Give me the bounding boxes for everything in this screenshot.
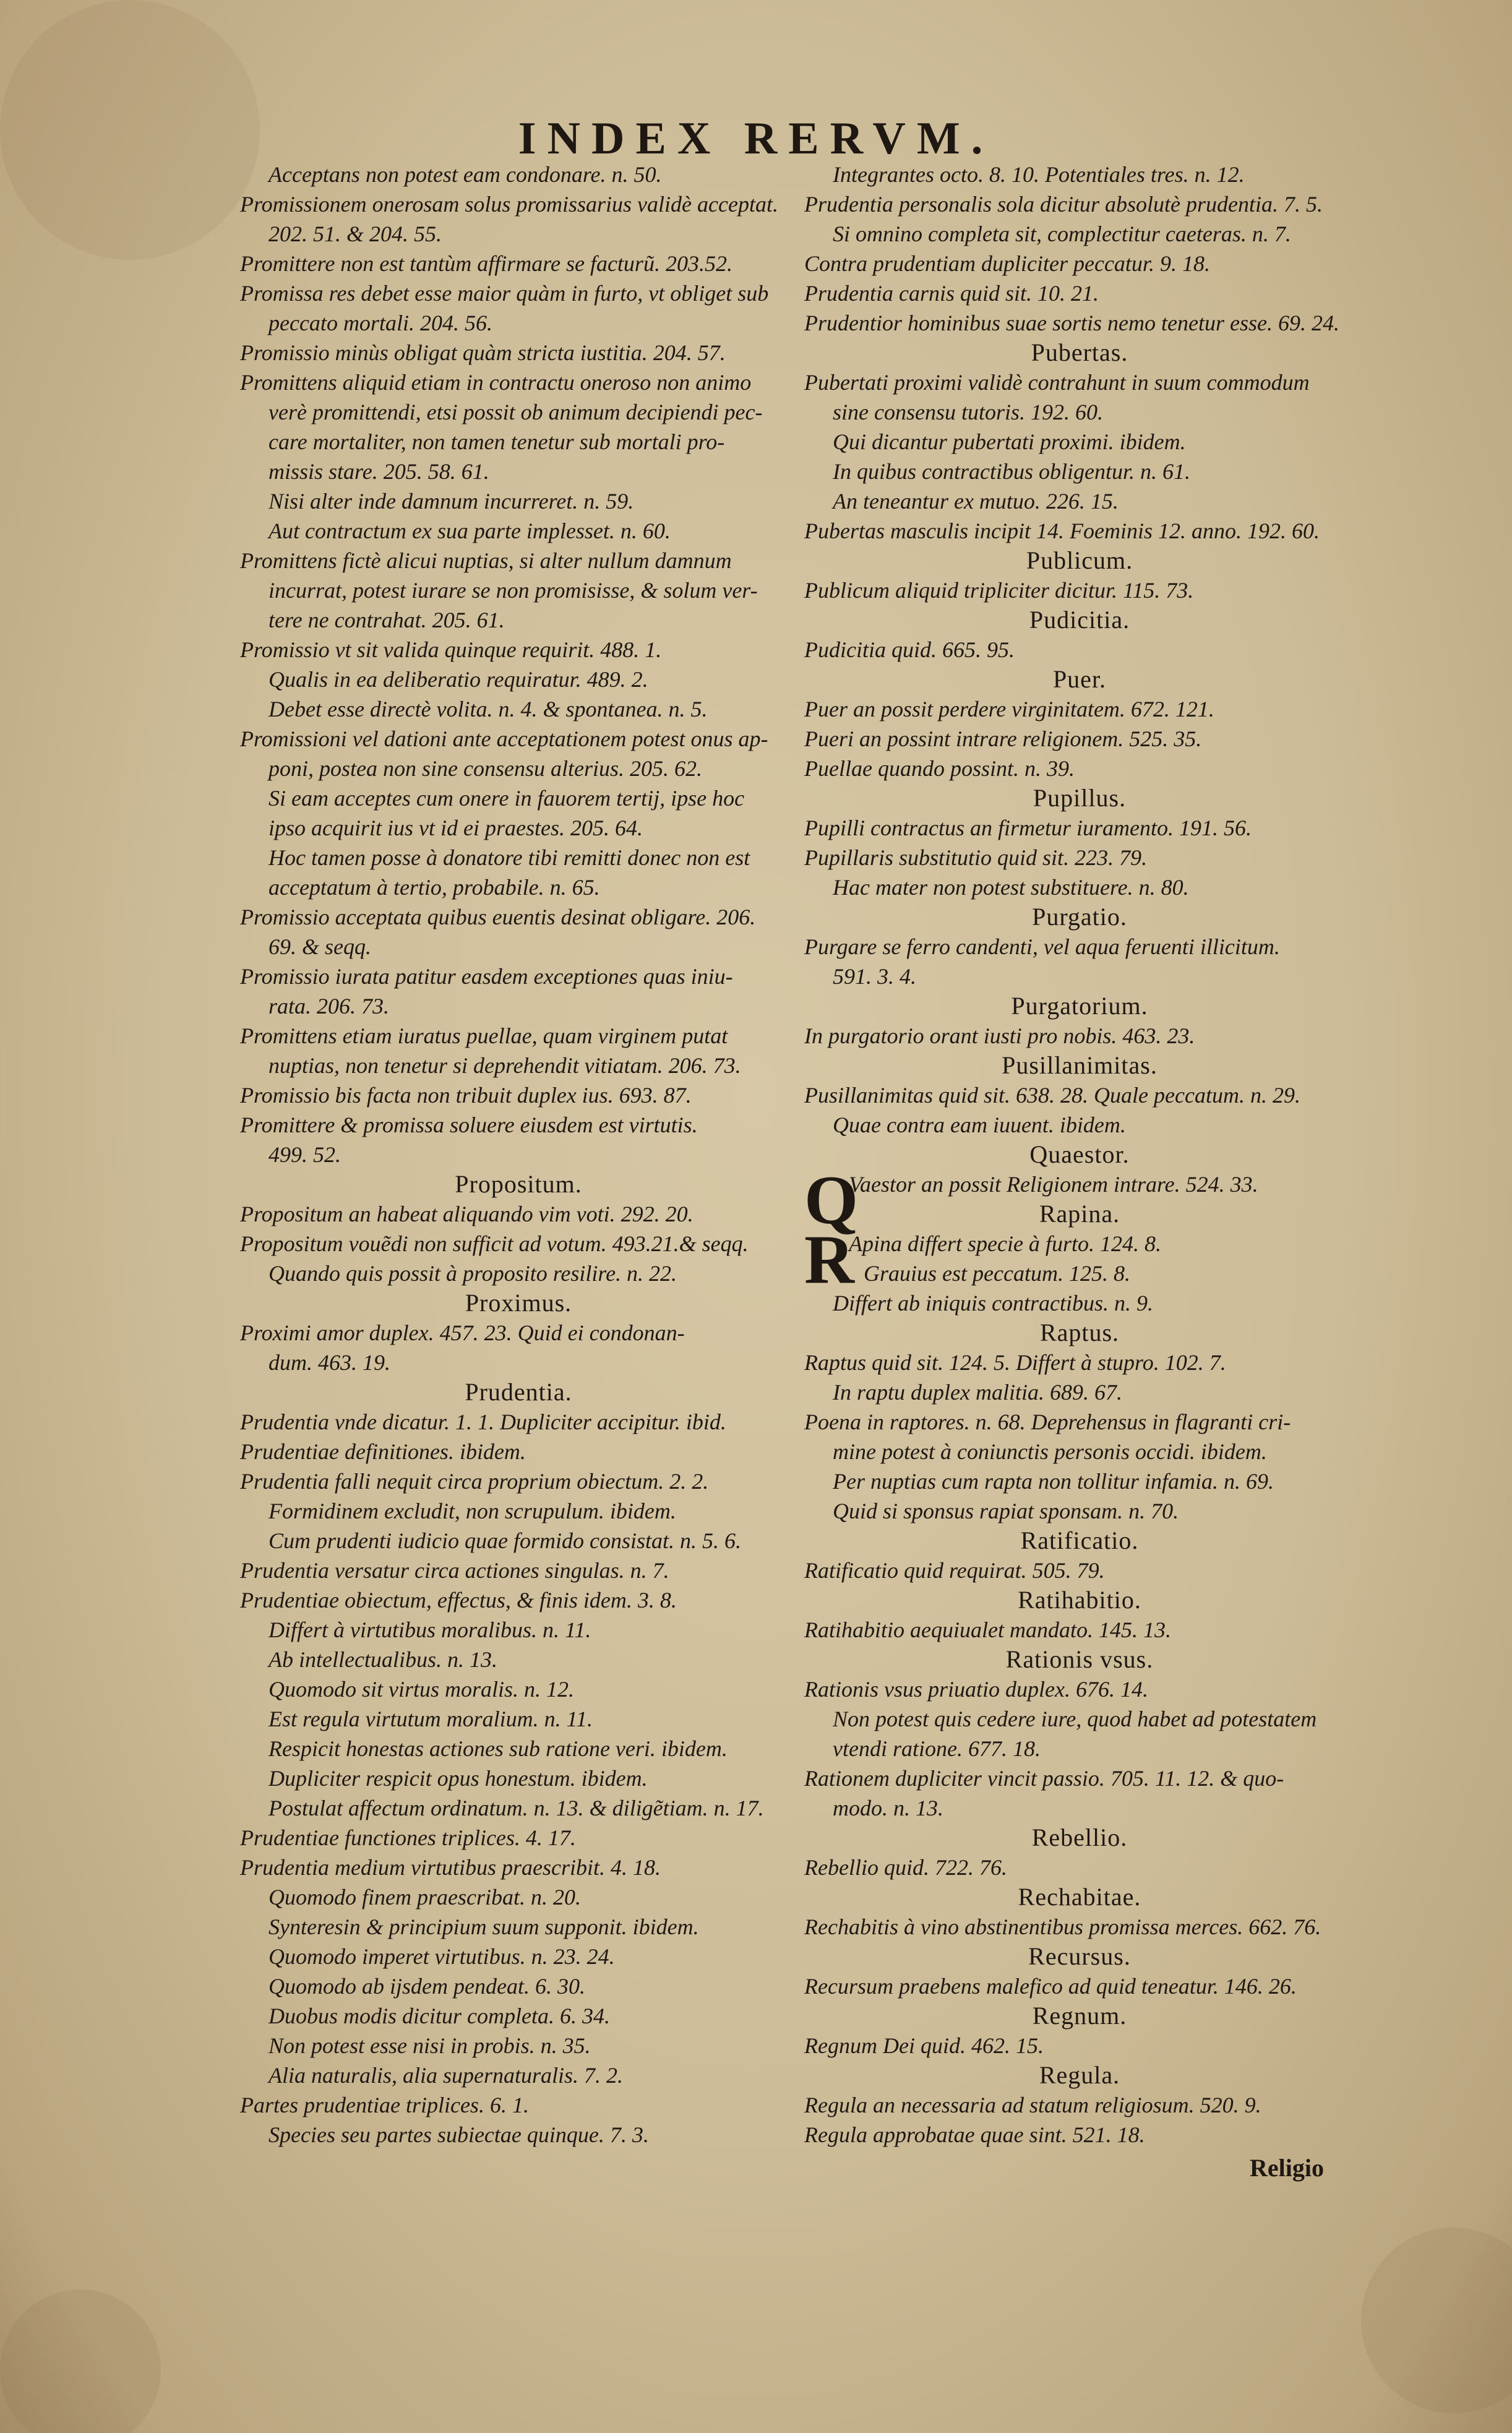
index-subentry: Non potest esse nisi in probis. n. 35.	[268, 2033, 591, 2058]
index-subentry: Debet esse directè volita. n. 4. & spontanea. n. 5.	[268, 697, 708, 721]
drop-cap: R	[804, 1221, 854, 1298]
index-entry: Pupilli contractus an firmetur iuramento. 191. 56.	[804, 816, 1252, 840]
index-subentry: Ab intellectualibus. n. 13.	[268, 1647, 497, 1672]
index-heading: Pudicitia.	[1029, 606, 1130, 634]
index-entry: Pudicitia quid. 665. 95.	[804, 637, 1015, 662]
index-entry: Recursum praebens malefico ad quid teneatur. 146. 26.	[804, 1974, 1297, 1999]
index-subentry: Postulat affectum ordinatum. n. 13. & diligẽtiam. n. 17.	[268, 1796, 764, 1820]
index-entry: Promittens aliquid etiam in contractu oneroso non animo	[240, 370, 752, 395]
index-heading: Pusillanimitas.	[1002, 1051, 1158, 1079]
index-subentry: sine consensu tutoris. 192. 60.	[833, 400, 1103, 424]
index-subentry: Acceptans non potest eam condonare. n. 50.	[268, 162, 662, 187]
index-heading: Pubertas.	[1031, 338, 1128, 366]
index-subentry: rata. 206. 73.	[268, 994, 390, 1018]
index-entry: Prudentiae functiones triplices. 4. 17.	[240, 1825, 576, 1850]
index-subentry: Qualis in ea deliberatio requiratur. 489. 2.	[268, 667, 648, 692]
index-entry: Promissio vt sit valida quinque requirit. 488. 1.	[240, 637, 662, 662]
index-entry: Promittere & promissa soluere eiusdem est virtutis.	[240, 1113, 698, 1137]
index-heading: Publicum.	[1026, 546, 1133, 574]
index-subentry: Respicit honestas actiones sub ratione veri. ibidem.	[268, 1736, 728, 1761]
index-subentry: 69. & seqq.	[268, 934, 371, 959]
index-subentry: ipso acquirit ius vt id ei praestes. 205. 64.	[268, 816, 643, 840]
index-entry: Prudentior hominibus suae sortis nemo tenetur esse. 69. 24.	[804, 311, 1339, 335]
index-subentry: Dupliciter respicit opus honestum. ibidem.	[268, 1766, 648, 1791]
index-entry: Propositum an habeat aliquando vim voti. 292. 20.	[240, 1202, 694, 1226]
index-subentry: In quibus contractibus obligentur. n. 61.	[833, 459, 1190, 484]
index-subentry: Grauius est peccatum. 125. 8.	[864, 1261, 1130, 1286]
index-entry: Contra prudentiam dupliciter peccatur. 9. 18.	[804, 251, 1210, 276]
index-entry: Raptus quid sit. 124. 5. Differt à stupro. 102. 7.	[804, 1350, 1226, 1375]
index-subentry: Quomodo ab ijsdem pendeat. 6. 30.	[268, 1974, 585, 1999]
index-subentry: Per nuptias cum rapta non tollitur infamia. n. 69.	[833, 1469, 1274, 1494]
index-entry: Poena in raptores. n. 68. Deprehensus in flagranti cri-	[804, 1410, 1291, 1434]
index-heading: Regula.	[1039, 2061, 1120, 2089]
index-heading: Pupillus.	[1033, 784, 1127, 812]
index-entry: Rationis vsus priuatio duplex. 676. 14.	[804, 1677, 1148, 1702]
index-entry: Propositum vouẽdi non sufficit ad votum. 493.21.& seqq.	[240, 1231, 749, 1256]
index-heading: Purgatio.	[1032, 903, 1127, 931]
index-subentry: Nisi alter inde damnum incurreret. n. 59.	[268, 489, 634, 514]
index-subentry: Cum prudenti iudicio quae formido consistat. n. 5. 6.	[268, 1528, 741, 1553]
index-entry: Partes prudentiae triplices. 6. 1.	[240, 2093, 529, 2117]
index-heading: Rapina.	[1039, 1200, 1120, 1228]
index-entry: Rationem dupliciter vincit passio. 705. 11. 12. & quo-	[804, 1766, 1284, 1791]
index-subentry: nuptias, non tenetur si deprehendit vitiatam. 206. 73.	[268, 1053, 741, 1078]
index-subentry: Integrantes octo. 8. 10. Potentiales tres. n. 12.	[833, 162, 1245, 187]
index-subentry: Synteresin & principium suum supponit. ibidem.	[268, 1914, 699, 1939]
index-subentry: Qui dicantur pubertati proximi. ibidem.	[833, 429, 1186, 454]
index-subentry: In raptu duplex malitia. 689. 67.	[833, 1380, 1122, 1405]
index-entry-text: Apina differt specie à furto. 124. 8.	[849, 1231, 1161, 1256]
index-subentry: Duobus modis dicitur completa. 6. 34.	[268, 2004, 610, 2028]
index-entry: Promissio minùs obligat quàm stricta iustitia. 204. 57.	[240, 340, 726, 365]
index-subentry: Quomodo imperet virtutibus. n. 23. 24.	[268, 1944, 615, 1969]
index-entry: Prudentia versatur circa actiones singulas. n. 7.	[240, 1558, 669, 1583]
index-entry: Ratificatio quid requirat. 505. 79.	[804, 1558, 1105, 1583]
index-heading: Prudentia.	[465, 1378, 572, 1406]
index-subentry: Quae contra eam iuuent. ibidem.	[833, 1113, 1126, 1137]
index-subentry: Est regula virtutum moralium. n. 11.	[268, 1707, 593, 1731]
index-entry: Pupillaris substitutio quid sit. 223. 79.	[804, 845, 1148, 870]
index-entry: Promittere non est tantùm affirmare se facturũ. 203.52.	[240, 251, 732, 276]
index-entry: Puellae quando possint. n. 39.	[804, 756, 1075, 781]
index-entry: Pueri an possint intrare religionem. 525. 35.	[804, 726, 1202, 751]
index-subentry: Si eam acceptes cum onere in fauorem tertij, ipse hoc	[268, 786, 745, 811]
index-entry: Promissio acceptata quibus euentis desinat obligare. 206.	[240, 905, 756, 929]
index-entry: Publicum aliquid tripliciter dicitur. 115. 73.	[804, 578, 1194, 603]
index-entry: Prudentia personalis sola dicitur absolutè prudentia. 7. 5.	[804, 192, 1323, 217]
index-subentry: Differt à virtutibus moralibus. n. 11.	[268, 1617, 591, 1642]
index-entry: Promissa res debet esse maior quàm in furto, vt obliget sub	[240, 281, 769, 306]
index-heading: Recursus.	[1028, 1942, 1131, 1970]
index-subentry: incurrat, potest iurare se non promisisse, & solum ver-	[268, 578, 758, 603]
index-entry: Promissio bis facta non tribuit duplex ius. 693. 87.	[240, 1083, 692, 1108]
index-entry: Prudentia falli nequit circa proprium obiectum. 2. 2.	[240, 1469, 709, 1494]
index-subentry: Quomodo finem praescribat. n. 20.	[268, 1885, 581, 1910]
index-entry: Rebellio quid. 722. 76.	[804, 1855, 1007, 1880]
index-subentry: dum. 463. 19.	[268, 1350, 390, 1375]
index-entry: Purgare se ferro candenti, vel aqua feruenti illicitum.	[804, 934, 1280, 959]
index-subentry: tere ne contrahat. 205. 61.	[268, 608, 505, 632]
index-entry: Promissio iurata patitur easdem exceptiones quas iniu-	[240, 964, 733, 989]
index-heading: Rebellio.	[1031, 1824, 1128, 1851]
index-subentry: verè promittendi, etsi possit ob animum decipiendi pec-	[268, 400, 763, 424]
index-heading: Rationis vsus.	[1005, 1645, 1154, 1673]
index-subentry: vtendi ratione. 677. 18.	[833, 1736, 1041, 1761]
index-entry: Prudentiae obiectum, effectus, & finis idem. 3. 8.	[240, 1588, 677, 1613]
index-subentry: Non potest quis cedere iure, quod habet ad potestatem	[833, 1707, 1317, 1731]
index-heading: Proximus.	[465, 1289, 572, 1317]
index-subentry: care mortaliter, non tamen tenetur sub mortali pro-	[268, 429, 725, 454]
index-subentry: poni, postea non sine consensu alterius. 205. 62.	[268, 756, 702, 781]
page-stain	[1361, 2228, 1512, 2413]
index-entry: Prudentia carnis quid sit. 10. 21.	[804, 281, 1099, 306]
index-entry: Promittens etiam iuratus puellae, quam virginem putat	[240, 1023, 728, 1048]
page-header: INDEX RERVM.	[518, 113, 994, 164]
index-heading: Ratihabitio.	[1018, 1586, 1141, 1614]
index-subentry: 202. 51. & 204. 55.	[268, 222, 442, 246]
index-subentry: Quid si sponsus rapiat sponsam. n. 70.	[833, 1499, 1179, 1523]
index-subentry: Si omnino completa sit, complectitur caeteras. n. 7.	[833, 222, 1291, 246]
index-entry: Prudentia medium virtutibus praescribit. 4. 18.	[240, 1855, 661, 1880]
catchword: Religio	[1250, 2154, 1324, 2182]
index-subentry: An teneantur ex mutuo. 226. 15.	[833, 489, 1119, 514]
index-subentry: mine potest à coniunctis personis occidi. ibidem.	[833, 1439, 1267, 1464]
index-entry: Ratihabitio aequiualet mandato. 145. 13.	[804, 1617, 1171, 1642]
right-index-column	[804, 160, 1355, 2150]
index-entry: Pusillanimitas quid sit. 638. 28. Quale peccatum. n. 29.	[804, 1083, 1300, 1108]
index-entry: Proximi amor duplex. 457. 23. Quid ei condonan-	[240, 1320, 685, 1345]
index-subentry: Aut contractum ex sua parte implesset. n. 60.	[268, 519, 671, 543]
index-entry: Regula approbatae quae sint. 521. 18.	[804, 2122, 1145, 2147]
index-entry: Promissionem onerosam solus promissarius validè acceptat.	[240, 192, 778, 217]
index-subentry: 591. 3. 4.	[833, 964, 916, 989]
index-heading: Puer.	[1052, 665, 1107, 693]
index-heading: Ratificatio.	[1020, 1527, 1139, 1554]
index-entry: Promittens fictè alicui nuptias, si alter nullum damnum	[240, 548, 732, 573]
index-entry: Rechabitis à vino abstinentibus promissa merces. 662. 76.	[804, 1914, 1321, 1939]
index-subentry: Formidinem excludit, non scrupulum. ibidem.	[268, 1499, 676, 1523]
index-subentry: Quando quis possit à proposito resilire. n. 22.	[268, 1261, 677, 1286]
index-subentry: Differt ab iniquis contractibus. n. 9.	[833, 1291, 1153, 1316]
index-subentry: Species seu partes subiectae quinque. 7. 3.	[268, 2122, 649, 2147]
index-entry-text: Vaestor an possit Religionem intrare. 524. 33.	[849, 1172, 1258, 1197]
index-heading: Raptus.	[1039, 1319, 1120, 1346]
index-heading: Propositum.	[455, 1170, 582, 1198]
drop-cap: Q	[804, 1162, 859, 1239]
index-entry: In purgatorio orant iusti pro nobis. 463. 23.	[804, 1023, 1195, 1048]
index-entry: Prudentia vnde dicatur. 1. 1. Dupliciter accipitur. ibid.	[240, 1410, 726, 1434]
index-subentry: Hoc tamen posse à donatore tibi remitti donec non est	[268, 845, 750, 870]
index-heading: Purgatorium.	[1011, 992, 1148, 1020]
index-subentry: 499. 52.	[268, 1142, 341, 1167]
index-entry: Promissioni vel dationi ante acceptationem potest onus ap-	[240, 726, 768, 751]
index-heading: Quaestor.	[1029, 1140, 1130, 1168]
index-entry: Pubertas masculis incipit 14. Foeminis 12. anno. 192. 60.	[804, 519, 1320, 543]
index-entry: Puer an possit perdere virginitatem. 672. 121.	[804, 697, 1214, 721]
index-subentry: acceptatum à tertio, probabile. n. 65.	[268, 875, 600, 900]
index-subentry: Hac mater non potest substituere. n. 80.	[833, 875, 1189, 900]
index-subentry: peccato mortali. 204. 56.	[268, 311, 492, 335]
index-entry: Regnum Dei quid. 462. 15.	[804, 2033, 1044, 2058]
index-subentry: Quomodo sit virtus moralis. n. 12.	[268, 1677, 575, 1702]
index-subentry: Alia naturalis, alia supernaturalis. 7. 2.	[268, 2063, 624, 2088]
index-entry: Pubertati proximi validè contrahunt in suum commodum	[804, 370, 1310, 395]
index-entry: Regula an necessaria ad statum religiosum. 520. 9.	[804, 2093, 1261, 2117]
index-subentry: modo. n. 13.	[833, 1796, 943, 1820]
left-index-column	[240, 160, 797, 2150]
index-entry: Prudentiae definitiones. ibidem.	[240, 1439, 526, 1464]
page-stain	[0, 2289, 161, 2433]
index-heading: Rechabitae.	[1018, 1883, 1141, 1911]
index-heading: Regnum.	[1032, 2002, 1127, 2030]
index-subentry: missis stare. 205. 58. 61.	[268, 459, 489, 484]
